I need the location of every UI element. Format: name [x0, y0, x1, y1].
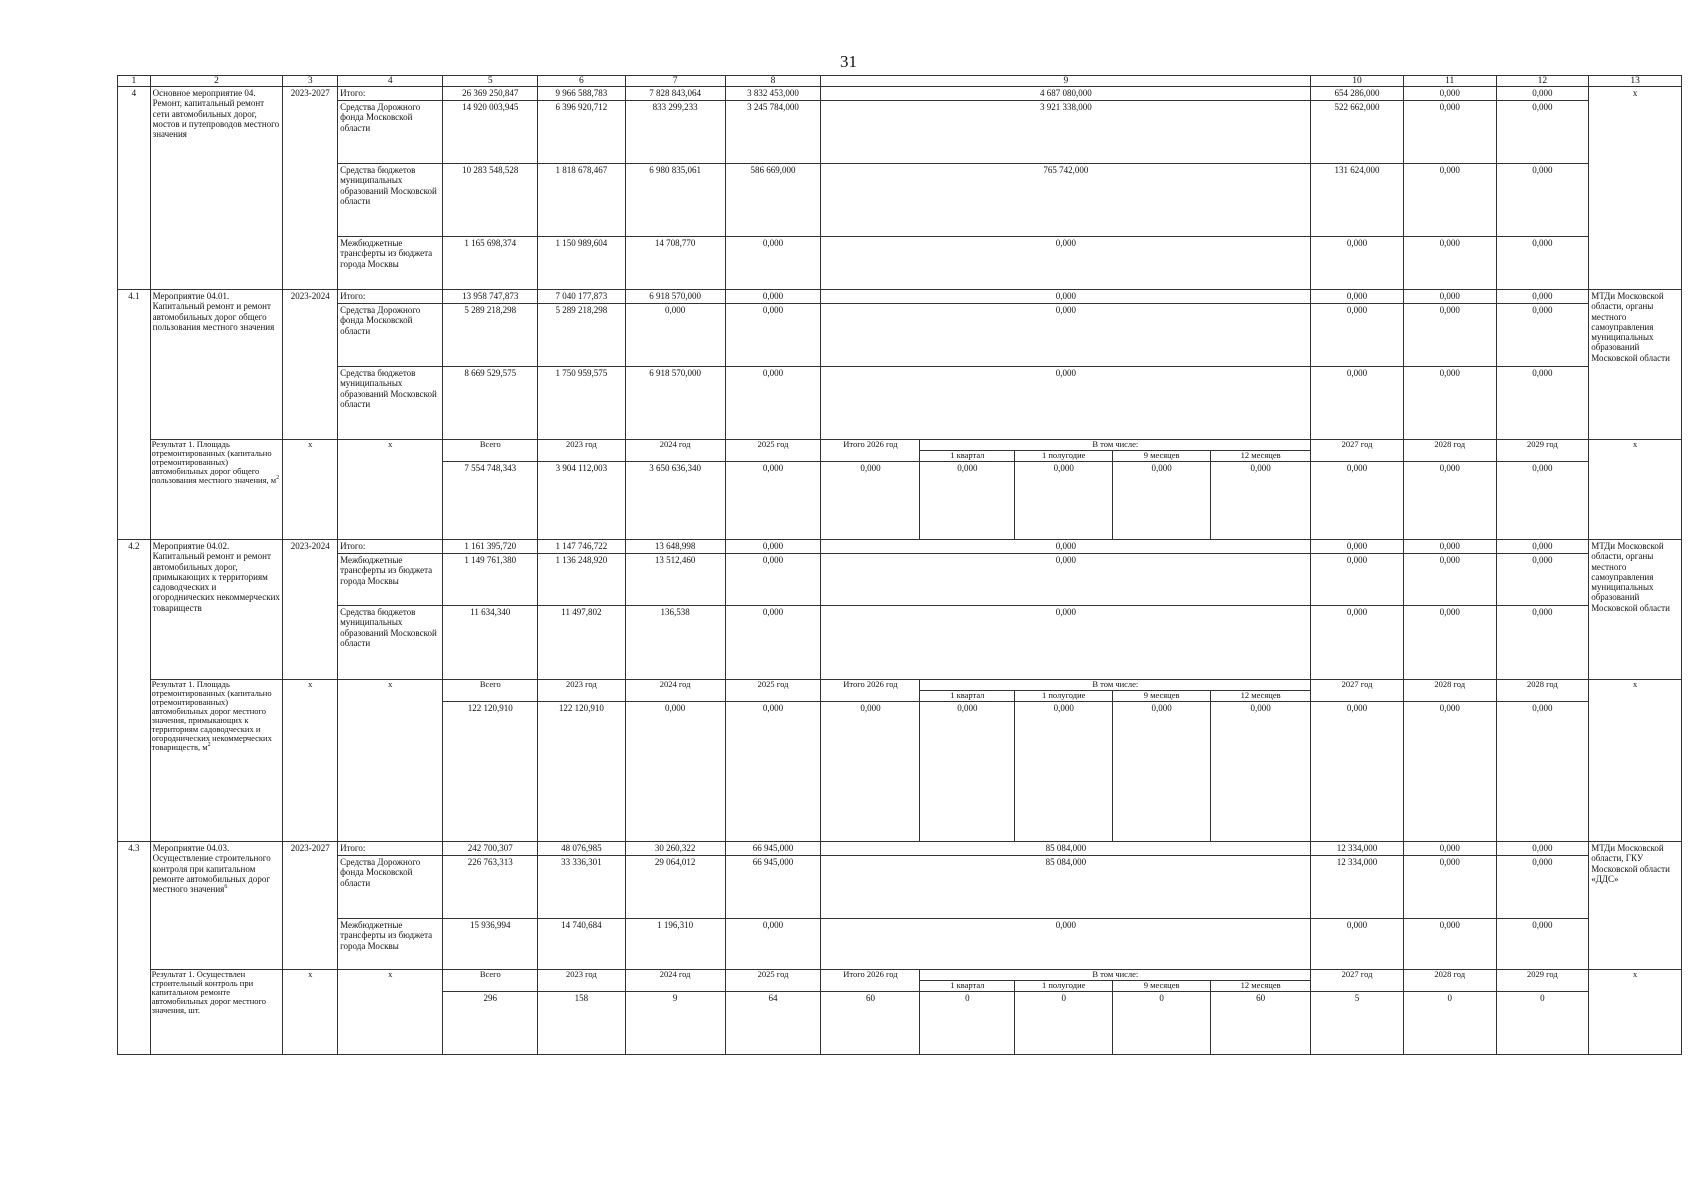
amount-2024: 14 708,770	[625, 237, 725, 290]
amount-2029: 0,000	[1496, 540, 1589, 554]
result-header-2026: Итого 2026 год	[821, 680, 920, 702]
amount-2025: 3 245 784,000	[725, 101, 821, 164]
amount-2026: 0,000	[821, 554, 1311, 606]
amount-2024: 0,000	[625, 304, 725, 367]
column-number-row	[118, 76, 1682, 87]
amount-2029: 0,000	[1496, 367, 1589, 440]
result-9m: 0,000	[1113, 702, 1211, 842]
amount-2023: 1 136 248,920	[538, 554, 625, 606]
amount-total: 1 165 698,374	[443, 237, 538, 290]
amount-2027: 12 334,000	[1311, 856, 1404, 919]
col-num-12: 12	[1496, 76, 1589, 87]
result-header-h1: 1 полугодие	[1015, 981, 1113, 992]
result-q1: 0,000	[920, 462, 1015, 540]
result-2028: 0	[1403, 992, 1496, 1055]
result-h1: 0,000	[1015, 702, 1113, 842]
result-2024: 9	[625, 992, 725, 1055]
table-row	[118, 606, 1682, 680]
result-2026: 0,000	[821, 462, 920, 540]
result-header-2027: 2027 год	[1311, 680, 1404, 702]
section-period: 2023-2027	[283, 842, 338, 970]
funding-source: Средства Дорожного фонда Московской области	[338, 304, 443, 367]
result-header-total: Всего	[443, 440, 538, 462]
result-name: Результат 1. Осуществлен строительный контроль при капитальном ремонте автомобильных дорог местного значения, шт.	[150, 970, 283, 1055]
amount-2029: 0,000	[1496, 237, 1589, 290]
amount-2027: 131 624,000	[1311, 164, 1404, 237]
result-2029: 0	[1496, 992, 1589, 1055]
result-12m: 0,000	[1211, 702, 1311, 842]
amount-2028: 0,000	[1403, 237, 1496, 290]
result-header-12m: 12 месяцев	[1211, 981, 1311, 992]
amount-2027: 12 334,000	[1311, 842, 1404, 856]
result-x-marker: х	[1589, 970, 1682, 1055]
result-header-9m: 9 месяцев	[1113, 981, 1211, 992]
result-header-total: Всего	[443, 680, 538, 702]
result-2025: 0,000	[725, 702, 821, 842]
result-header-q1: 1 квартал	[920, 981, 1015, 992]
result-header-2023: 2023 год	[538, 680, 625, 702]
amount-total: 15 936,994	[443, 919, 538, 970]
col-num-13: 13	[1589, 76, 1682, 87]
amount-2024: 136,538	[625, 606, 725, 680]
result-total: 7 554 748,343	[443, 462, 538, 540]
result-header-2025: 2025 год	[725, 970, 821, 992]
result-header-2029: 2029 год	[1496, 440, 1589, 462]
amount-2026: 85 084,000	[821, 856, 1311, 919]
amount-2025: 0,000	[725, 237, 821, 290]
amount-total: 13 958 747,873	[443, 290, 538, 304]
amount-2026: 0,000	[821, 367, 1311, 440]
result-header-2023: 2023 год	[538, 440, 625, 462]
result-header-including: В том числе:	[920, 680, 1311, 691]
funding-source: Итого:	[338, 290, 443, 304]
funding-source: Средства бюджетов муниципальных образований Московской области	[338, 164, 443, 237]
amount-total: 11 634,340	[443, 606, 538, 680]
amount-2023: 11 497,802	[538, 606, 625, 680]
amount-2027: 0,000	[1311, 237, 1404, 290]
result-2027: 0,000	[1311, 702, 1404, 842]
amount-2028: 0,000	[1403, 290, 1496, 304]
amount-2028: 0,000	[1403, 842, 1496, 856]
amount-2027: 654 286,000	[1311, 87, 1404, 101]
amount-2029: 0,000	[1496, 554, 1589, 606]
amount-2023: 6 396 920,712	[538, 101, 625, 164]
amount-total: 1 149 761,380	[443, 554, 538, 606]
section-name: Мероприятие 04.02. Капитальный ремонт и ремонт автомобильных дорог, примыкающих к территориям садоводческих и огороднических некоммерческих товариществ	[150, 540, 283, 680]
amount-total: 14 920 003,945	[443, 101, 538, 164]
amount-2029: 0,000	[1496, 606, 1589, 680]
result-header-row	[118, 970, 1682, 981]
amount-2023: 1 818 678,467	[538, 164, 625, 237]
amount-2026: 0,000	[821, 304, 1311, 367]
amount-2029: 0,000	[1496, 101, 1589, 164]
amount-2028: 0,000	[1403, 606, 1496, 680]
funding-source: Итого:	[338, 87, 443, 101]
amount-2023: 1 150 989,604	[538, 237, 625, 290]
funding-source: Межбюджетные трансферты из бюджета города Москвы	[338, 554, 443, 606]
funding-source: Средства бюджетов муниципальных образований Московской области	[338, 367, 443, 440]
table-row	[118, 919, 1682, 970]
funding-source: Средства бюджетов муниципальных образований Московской области	[338, 606, 443, 680]
amount-2023: 1 147 746,722	[538, 540, 625, 554]
amount-2027: 0,000	[1311, 919, 1404, 970]
result-header-2025: 2025 год	[725, 440, 821, 462]
amount-2028: 0,000	[1403, 304, 1496, 367]
col-num-10: 10	[1311, 76, 1404, 87]
amount-2025: 586 669,000	[725, 164, 821, 237]
result-header-2024: 2024 год	[625, 440, 725, 462]
result-x-marker: х	[283, 970, 338, 1055]
result-2028: 0,000	[1403, 702, 1496, 842]
section-period: 2023-2024	[283, 290, 338, 440]
result-2024: 0,000	[625, 702, 725, 842]
result-header-2029: 2028 год	[1496, 680, 1589, 702]
table-row	[118, 540, 1682, 554]
section-number: 4	[118, 87, 151, 290]
table-row	[118, 101, 1682, 164]
result-total: 296	[443, 992, 538, 1055]
amount-2026: 765 742,000	[821, 164, 1311, 237]
amount-2024: 30 260,322	[625, 842, 725, 856]
col-num-11: 11	[1403, 76, 1496, 87]
section-number: 4.2	[118, 540, 151, 842]
page-number: 31	[840, 52, 857, 71]
result-header-12m: 12 месяцев	[1211, 691, 1311, 702]
result-header-row	[118, 440, 1682, 451]
table-row	[118, 856, 1682, 919]
result-x-marker: х	[338, 680, 443, 842]
funding-source: Средства Дорожного фонда Московской области	[338, 856, 443, 919]
result-h1: 0	[1015, 992, 1113, 1055]
result-q1: 0	[920, 992, 1015, 1055]
col-num-9: 9	[821, 76, 1311, 87]
result-x-marker: х	[338, 440, 443, 540]
result-2026: 60	[821, 992, 920, 1055]
amount-2027: 0,000	[1311, 304, 1404, 367]
amount-2024: 29 064,012	[625, 856, 725, 919]
amount-2026: 0,000	[821, 540, 1311, 554]
result-header-h1: 1 полугодие	[1015, 691, 1113, 702]
amount-2024: 6 918 570,000	[625, 367, 725, 440]
amount-total: 26 369 250,847	[443, 87, 538, 101]
amount-2023: 9 966 588,783	[538, 87, 625, 101]
table-row	[118, 367, 1682, 440]
result-12m: 0,000	[1211, 462, 1311, 540]
amount-total: 226 763,313	[443, 856, 538, 919]
amount-2028: 0,000	[1403, 367, 1496, 440]
result-header-including: В том числе:	[920, 970, 1311, 981]
amount-2026: 0,000	[821, 290, 1311, 304]
funding-source: Итого:	[338, 540, 443, 554]
table-row	[118, 842, 1682, 856]
col-num-4: 4	[338, 76, 443, 87]
amount-2023: 1 750 959,575	[538, 367, 625, 440]
amount-2023: 48 076,985	[538, 842, 625, 856]
executor: МТДи Московской области, ГКУ Московской области «ДДС»	[1589, 842, 1682, 970]
section-period: 2023-2027	[283, 87, 338, 290]
result-h1: 0,000	[1015, 462, 1113, 540]
amount-2028: 0,000	[1403, 919, 1496, 970]
result-2026: 0,000	[821, 702, 920, 842]
result-header-2026: Итого 2026 год	[821, 440, 920, 462]
result-2023: 122 120,910	[538, 702, 625, 842]
table-row	[118, 304, 1682, 367]
funding-source: Межбюджетные трансферты из бюджета города Москвы	[338, 919, 443, 970]
amount-2026: 0,000	[821, 237, 1311, 290]
section-number: 4.1	[118, 290, 151, 540]
amount-2024: 6 918 570,000	[625, 290, 725, 304]
col-num-8: 8	[725, 76, 821, 87]
result-header-total: Всего	[443, 970, 538, 992]
col-num-2: 2	[150, 76, 283, 87]
amount-total: 1 161 395,720	[443, 540, 538, 554]
amount-2024: 1 196,310	[625, 919, 725, 970]
amount-2023: 14 740,684	[538, 919, 625, 970]
col-num-7: 7	[625, 76, 725, 87]
amount-2024: 13 512,460	[625, 554, 725, 606]
amount-2029: 0,000	[1496, 919, 1589, 970]
amount-2028: 0,000	[1403, 554, 1496, 606]
result-2023: 158	[538, 992, 625, 1055]
result-header-row	[118, 680, 1682, 691]
section-name: Мероприятие 04.01. Капитальный ремонт и ремонт автомобильных дорог общего пользования местного значения	[150, 290, 283, 440]
amount-2029: 0,000	[1496, 304, 1589, 367]
amount-2027: 0,000	[1311, 290, 1404, 304]
section-number: 4.3	[118, 842, 151, 1055]
amount-2026: 4 687 080,000	[821, 87, 1311, 101]
result-header-2023: 2023 год	[538, 970, 625, 992]
result-header-2027: 2027 год	[1311, 970, 1404, 992]
amount-2029: 0,000	[1496, 842, 1589, 856]
result-x-marker: х	[338, 970, 443, 1055]
funding-source: Межбюджетные трансферты из бюджета города Москвы	[338, 237, 443, 290]
amount-2025: 0,000	[725, 367, 821, 440]
result-header-q1: 1 квартал	[920, 451, 1015, 462]
amount-2029: 0,000	[1496, 164, 1589, 237]
amount-2024: 7 828 843,064	[625, 87, 725, 101]
funding-source: Средства Дорожного фонда Московской области	[338, 101, 443, 164]
amount-2027: 0,000	[1311, 367, 1404, 440]
result-header-h1: 1 полугодие	[1015, 451, 1113, 462]
result-header-12m: 12 месяцев	[1211, 451, 1311, 462]
amount-2023: 5 289 218,298	[538, 304, 625, 367]
result-9m: 0	[1113, 992, 1211, 1055]
result-2027: 5	[1311, 992, 1404, 1055]
result-2025: 0,000	[725, 462, 821, 540]
amount-2027: 0,000	[1311, 606, 1404, 680]
result-2024: 3 650 636,340	[625, 462, 725, 540]
result-q1: 0,000	[920, 702, 1015, 842]
funding-source: Итого:	[338, 842, 443, 856]
amount-2026: 85 084,000	[821, 842, 1311, 856]
result-header-2026: Итого 2026 год	[821, 970, 920, 992]
result-header-2027: 2027 год	[1311, 440, 1404, 462]
result-x-marker: х	[283, 440, 338, 540]
col-num-5: 5	[443, 76, 538, 87]
table-row	[118, 554, 1682, 606]
result-header-2028: 2028 год	[1403, 970, 1496, 992]
amount-total: 242 700,307	[443, 842, 538, 856]
result-x-marker: х	[1589, 680, 1682, 842]
section-name: Основное мероприятие 04. Ремонт, капитальный ремонт сети автомобильных дорог, мостов и путепроводов местного значения	[150, 87, 283, 290]
amount-2027: 0,000	[1311, 554, 1404, 606]
result-header-q1: 1 квартал	[920, 691, 1015, 702]
amount-2028: 0,000	[1403, 540, 1496, 554]
result-name: Результат 1. Площадь отремонтированных (капитально отремонтированных) автомобильных дорог местного значения, примыкающих к территориям садоводческих и огороднических некоммерческих товариществ, $м^2$	[150, 680, 283, 842]
amount-2025: 66 945,000	[725, 856, 821, 919]
amount-2028: 0,000	[1403, 856, 1496, 919]
amount-2025: 0,000	[725, 304, 821, 367]
amount-2025: 0,000	[725, 290, 821, 304]
result-12m: 60	[1211, 992, 1311, 1055]
result-2027: 0,000	[1311, 462, 1404, 540]
col-num-6: 6	[538, 76, 625, 87]
amount-2027: 0,000	[1311, 540, 1404, 554]
result-x-marker: х	[1589, 440, 1682, 540]
result-name: Результат 1. Площадь отремонтированных (капитально отремонтированных) автомобильных дорог общего пользования местного значения, $м^2$	[150, 440, 283, 540]
result-2023: 3 904 112,003	[538, 462, 625, 540]
result-2029: 0,000	[1496, 702, 1589, 842]
executor: МТДи Московской области, органы местного самоуправления муниципальных образований Московской области	[1589, 290, 1682, 440]
amount-2024: 13 648,998	[625, 540, 725, 554]
result-header-2024: 2024 год	[625, 680, 725, 702]
result-header-9m: 9 месяцев	[1113, 451, 1211, 462]
col-num-1: 1	[118, 76, 151, 87]
amount-2026: 0,000	[821, 606, 1311, 680]
result-x-marker: х	[283, 680, 338, 842]
amount-2028: 0,000	[1403, 164, 1496, 237]
table-row	[118, 164, 1682, 237]
amount-2025: 0,000	[725, 540, 821, 554]
table-row	[118, 87, 1682, 101]
amount-2029: 0,000	[1496, 856, 1589, 919]
amount-2025: 66 945,000	[725, 842, 821, 856]
result-header-2025: 2025 год	[725, 680, 821, 702]
amount-2025: 0,000	[725, 919, 821, 970]
table-row	[118, 237, 1682, 290]
amount-2026: 0,000	[821, 919, 1311, 970]
result-header-2029: 2029 год	[1496, 970, 1589, 992]
amount-2025: 0,000	[725, 554, 821, 606]
amount-2028: 0,000	[1403, 87, 1496, 101]
executor: МТДи Московской области, органы местного самоуправления муниципальных образований Московской области	[1589, 540, 1682, 680]
amount-2029: 0,000	[1496, 87, 1589, 101]
amount-2027: 522 662,000	[1311, 101, 1404, 164]
amount-2023: 7 040 177,873	[538, 290, 625, 304]
result-9m: 0,000	[1113, 462, 1211, 540]
table-row	[118, 290, 1682, 304]
amount-2026: 3 921 338,000	[821, 101, 1311, 164]
amount-total: 8 669 529,575	[443, 367, 538, 440]
amount-2024: 6 980 835,061	[625, 164, 725, 237]
amount-2029: 0,000	[1496, 290, 1589, 304]
result-header-2028: 2028 год	[1403, 440, 1496, 462]
amount-total: 5 289 218,298	[443, 304, 538, 367]
result-2025: 64	[725, 992, 821, 1055]
result-header-including: В том числе:	[920, 440, 1311, 451]
col-num-3: 3	[283, 76, 338, 87]
amount-2025: 3 832 453,000	[725, 87, 821, 101]
amount-2023: 33 336,301	[538, 856, 625, 919]
amount-total: 10 283 548,528	[443, 164, 538, 237]
amount-2024: 833 299,233	[625, 101, 725, 164]
financing-table	[117, 75, 1682, 1055]
section-name: Мероприятие 04.03. Осуществление строительного контроля при капитальном ремонте автомобильных дорог местного значения$^6$	[150, 842, 283, 970]
section-period: 2023-2024	[283, 540, 338, 680]
executor: х	[1589, 87, 1682, 290]
result-header-2028: 2028 год	[1403, 680, 1496, 702]
amount-2028: 0,000	[1403, 101, 1496, 164]
result-total: 122 120,910	[443, 702, 538, 842]
result-2029: 0,000	[1496, 462, 1589, 540]
result-header-2024: 2024 год	[625, 970, 725, 992]
result-header-9m: 9 месяцев	[1113, 691, 1211, 702]
amount-2025: 0,000	[725, 606, 821, 680]
result-2028: 0,000	[1403, 462, 1496, 540]
